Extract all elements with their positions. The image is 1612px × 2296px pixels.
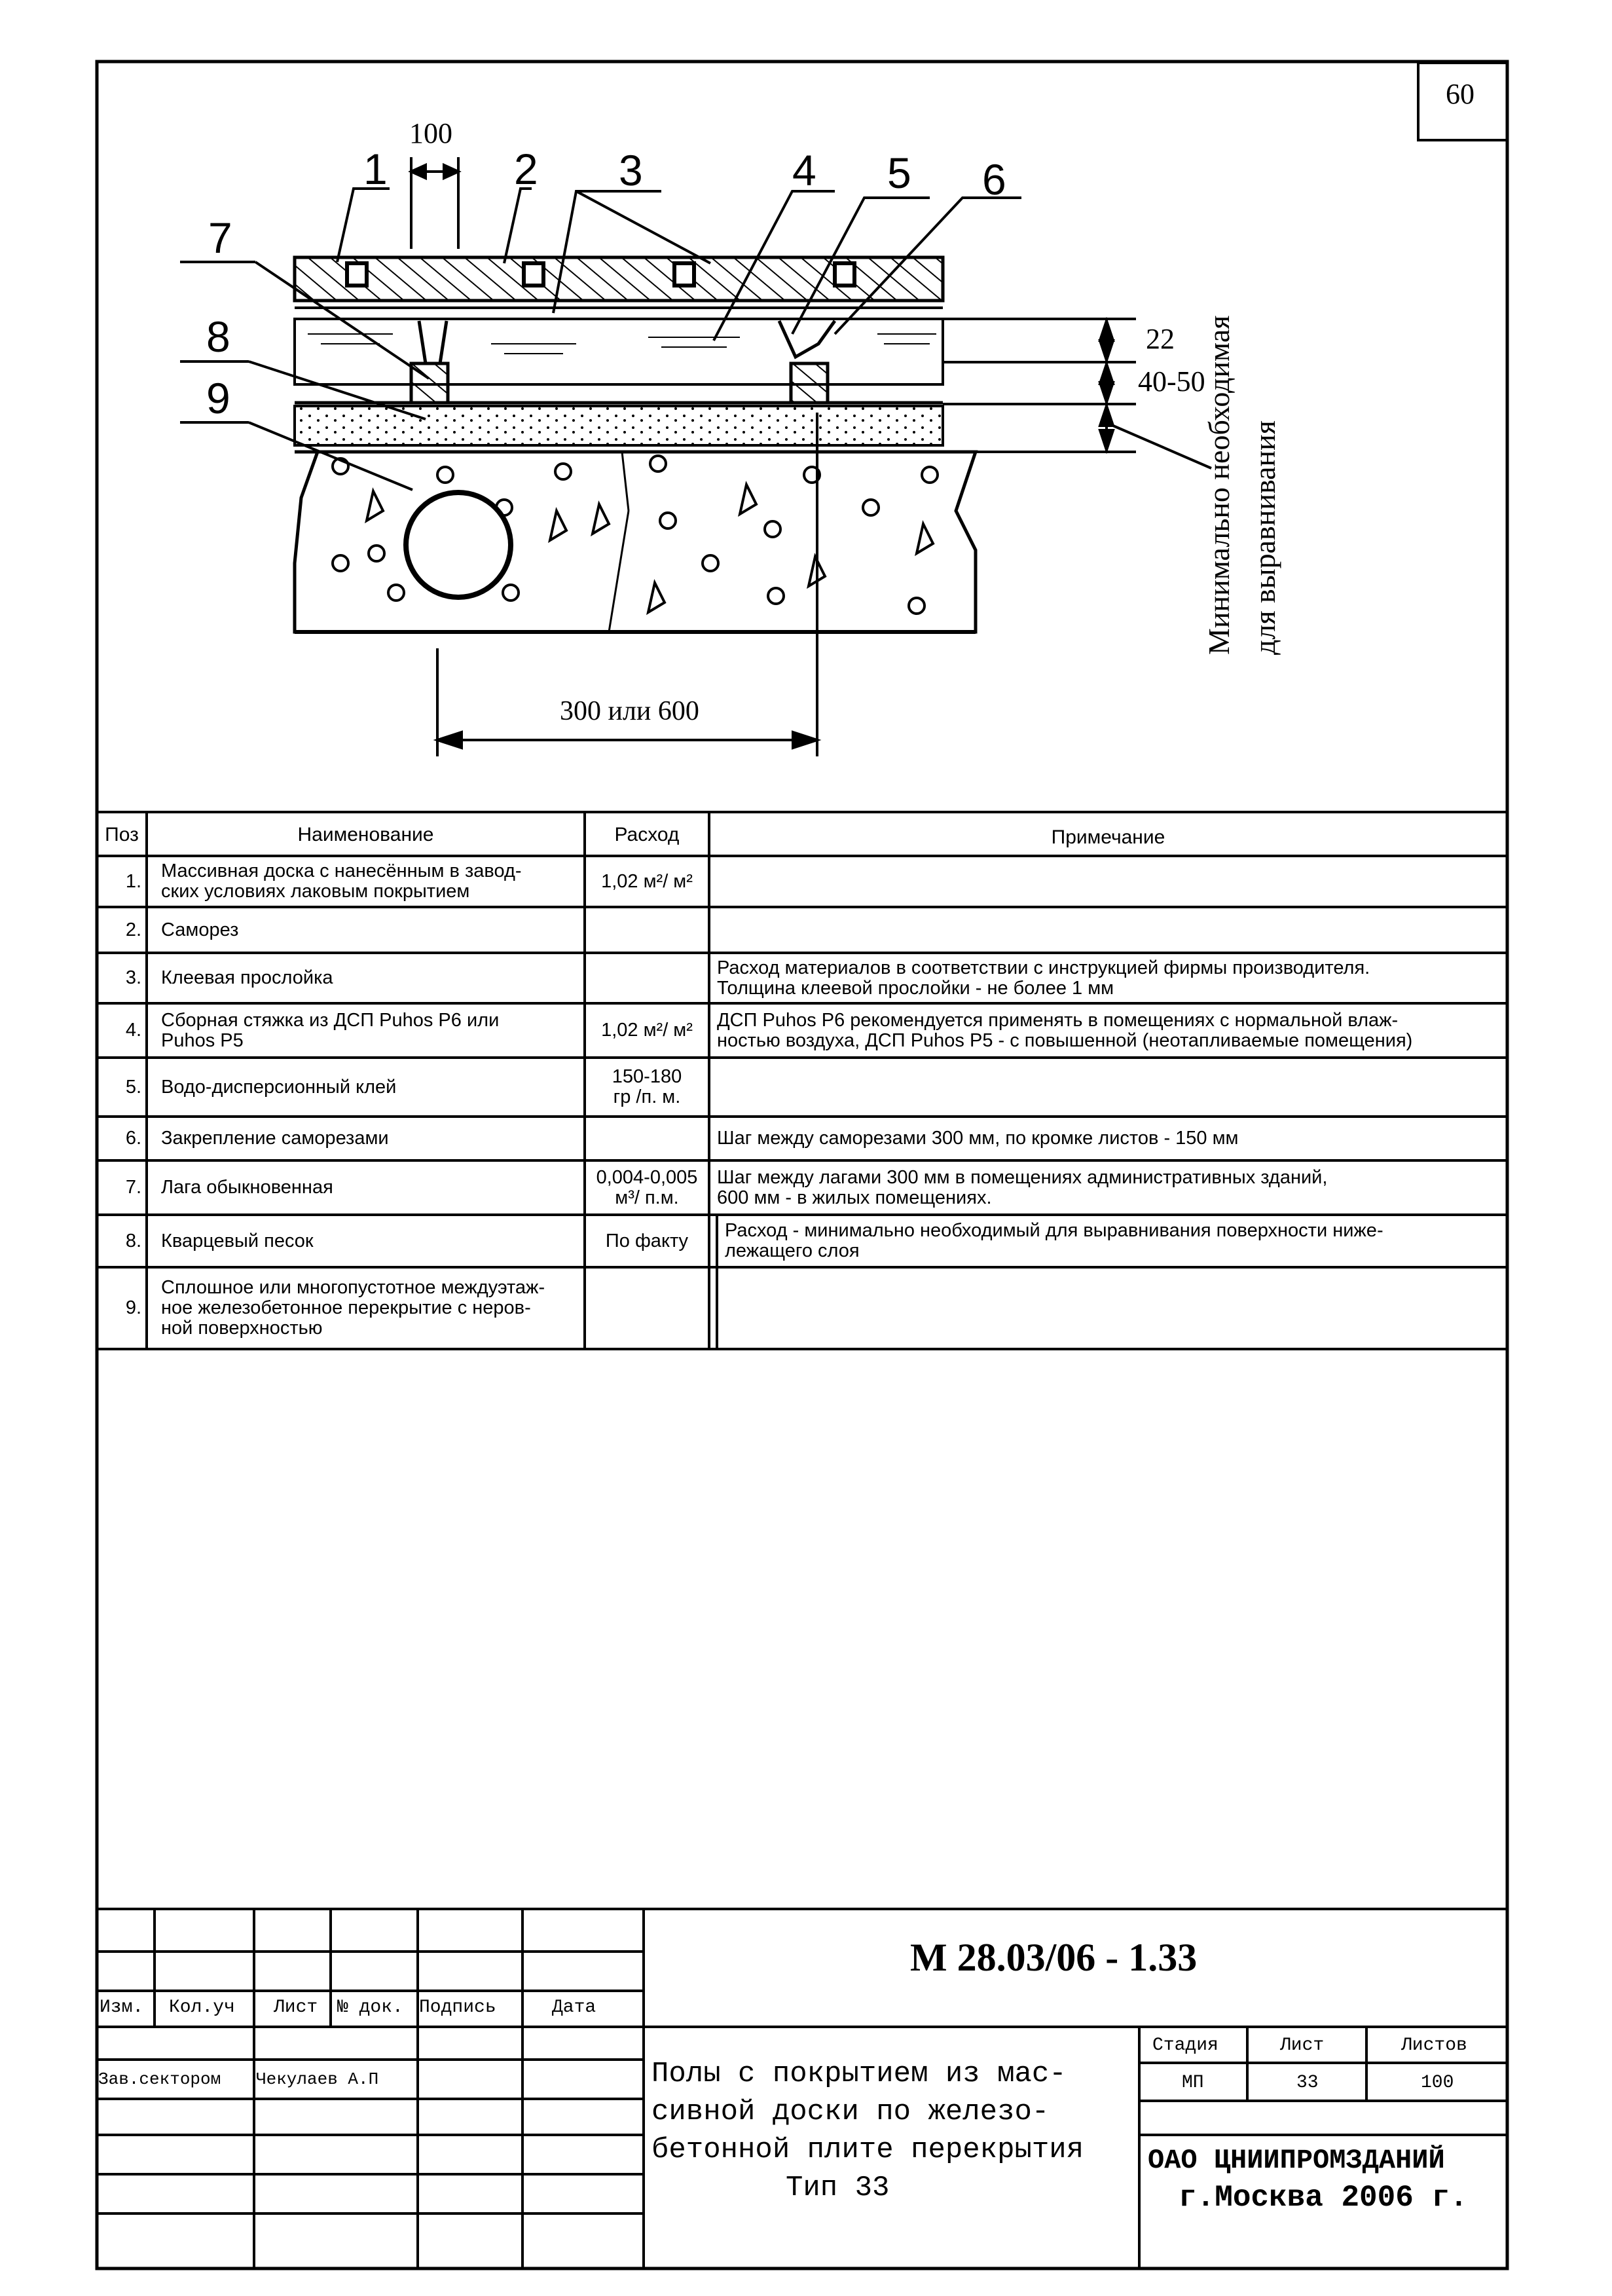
row-rate: [585, 907, 709, 953]
dim-40-50-label: 40-50: [1138, 365, 1205, 398]
dim-100-label: 100: [409, 117, 452, 149]
row-name: Лага обыкновенная: [161, 1177, 333, 1198]
stage-value: МП: [1182, 2073, 1204, 2093]
callout-2: 2: [514, 145, 538, 193]
callout-6: 6: [982, 155, 1006, 204]
row-pos: 9.: [125, 1297, 141, 1318]
row-pos: 3.: [125, 967, 141, 988]
sheet-number: 60: [1446, 78, 1475, 110]
callout-7: 7: [208, 213, 232, 262]
person-name: Чекулаев А.П: [256, 2069, 379, 2089]
doc-code: М 28.03/06 - 1.33: [910, 1936, 1198, 1979]
header-note: Примечание: [1051, 826, 1165, 848]
aggregate: [333, 456, 938, 614]
callout-4: 4: [792, 146, 816, 194]
header-pos: Поз: [105, 824, 139, 845]
org-name: ОАО ЦНИИПРОМЗДАНИЙ: [1148, 2145, 1445, 2176]
col-izm: Изм.: [100, 1997, 144, 2018]
row-note: [709, 856, 1507, 907]
callout-9: 9: [206, 374, 230, 422]
row-note: Шаг между саморезами 300 мм, по кромке листов - 150 мм: [717, 1128, 1239, 1149]
title-line-4: Тип 33: [786, 2172, 890, 2204]
chipboard-screed: [295, 319, 943, 384]
row-name: Саморез: [161, 919, 239, 940]
row-rate: 0,004-0,005 м³/ п.м.: [596, 1166, 698, 1208]
sheets-label: Листов: [1401, 2035, 1467, 2056]
row-note: Расход материалов в соответствии с инструкцией фирмы производителя. Толщина клеевой прослойки - не более 1 мм: [717, 957, 1370, 999]
callout-3: 3: [619, 146, 643, 194]
row-name: Водо-дисперсионный клей: [161, 1076, 397, 1098]
row-pos: 7.: [125, 1177, 141, 1198]
concrete-slab: [295, 452, 976, 632]
row-pos: 4.: [125, 1020, 141, 1041]
col-podpis: Подпись: [419, 1997, 496, 2018]
title-line-3: бетонной плите перекрытия: [651, 2134, 1084, 2166]
city-year: г.Москва 2006 г.: [1179, 2181, 1468, 2215]
col-ndok: № док.: [337, 1997, 403, 2018]
row-pos: 1.: [125, 870, 141, 892]
row-pos: 6.: [125, 1128, 141, 1149]
aggregate-triangles: [367, 485, 933, 612]
col-list: Лист: [274, 1997, 318, 2018]
hollow-core: [406, 492, 511, 597]
row-rate: [585, 1117, 709, 1160]
row-name: Кварцевый песок: [161, 1230, 314, 1251]
row-name: Клеевая прослойка: [161, 967, 333, 988]
row-pos: 2.: [125, 919, 141, 940]
row-note: Расход - минимально необходимый для выравнивания поверхности ниже- лежащего слоя: [725, 1220, 1383, 1261]
row-note: [717, 1267, 1507, 1349]
row-pos: 5.: [125, 1076, 141, 1098]
row-name: Закрепление саморезами: [161, 1128, 389, 1149]
row-note: [709, 907, 1507, 953]
row-note: ДСП Puhos P6 рекомендуется применять в помещениях с нормальной влаж- ностью воздуха, ДСП Puhos P5 - с повышенной (неотапливаемые помещения): [717, 1009, 1413, 1051]
callout-5: 5: [887, 149, 911, 197]
title-line-1: Полы с покрытием из мас-: [651, 2058, 1067, 2090]
row-rate: 1,02 м²/ м²: [601, 870, 693, 892]
vertical-note-1: Минимально необходимая: [1202, 315, 1236, 655]
row-note: Шаг между лагами 300 мм в помещениях административных зданий, 600 мм - в жилых помещениях.: [717, 1166, 1328, 1208]
row-rate: 150-180 гр /п. м.: [612, 1066, 682, 1107]
row-note: [709, 1058, 1507, 1117]
header-rate: Расход: [614, 824, 680, 845]
dim-100: [411, 157, 458, 249]
dim-300-600-label: 300 или 600: [560, 696, 699, 726]
row-rate: [585, 1267, 709, 1349]
role-label: Зав.сектором: [98, 2069, 221, 2089]
header-name: Наименование: [297, 824, 434, 845]
title-line-2: сивной доски по железо-: [651, 2096, 1050, 2128]
row-name: Массивная доска с нанесённым в завод- ских условиях лаковым покрытием: [161, 861, 522, 902]
col-kol: Кол.уч: [169, 1997, 235, 2018]
row-pos: 8.: [125, 1230, 141, 1251]
vertical-note-2: для выравнивания: [1248, 420, 1281, 655]
row-name: Сплошное или многопустотное междуэтаж- ное железобетонное перекрытие с неров- ной поверхностью: [161, 1277, 545, 1339]
col-data: Дата: [552, 1997, 596, 2018]
sand-layer: [295, 406, 943, 445]
row-rate: 1,02 м²/ м²: [601, 1020, 693, 1041]
sheet-value: 33: [1296, 2073, 1319, 2093]
row-rate: [585, 953, 709, 1003]
row-rate: По факту: [605, 1230, 689, 1251]
callout-1: 1: [363, 145, 388, 193]
sheets-value: 100: [1421, 2073, 1454, 2093]
row-name: Сборная стяжка из ДСП Puhos P6 или Puhos P5: [161, 1009, 500, 1051]
callout-8: 8: [206, 312, 230, 361]
dim-22-label: 22: [1146, 323, 1175, 355]
stage-label: Стадия: [1152, 2035, 1218, 2056]
sheet-label: Лист: [1280, 2035, 1325, 2056]
